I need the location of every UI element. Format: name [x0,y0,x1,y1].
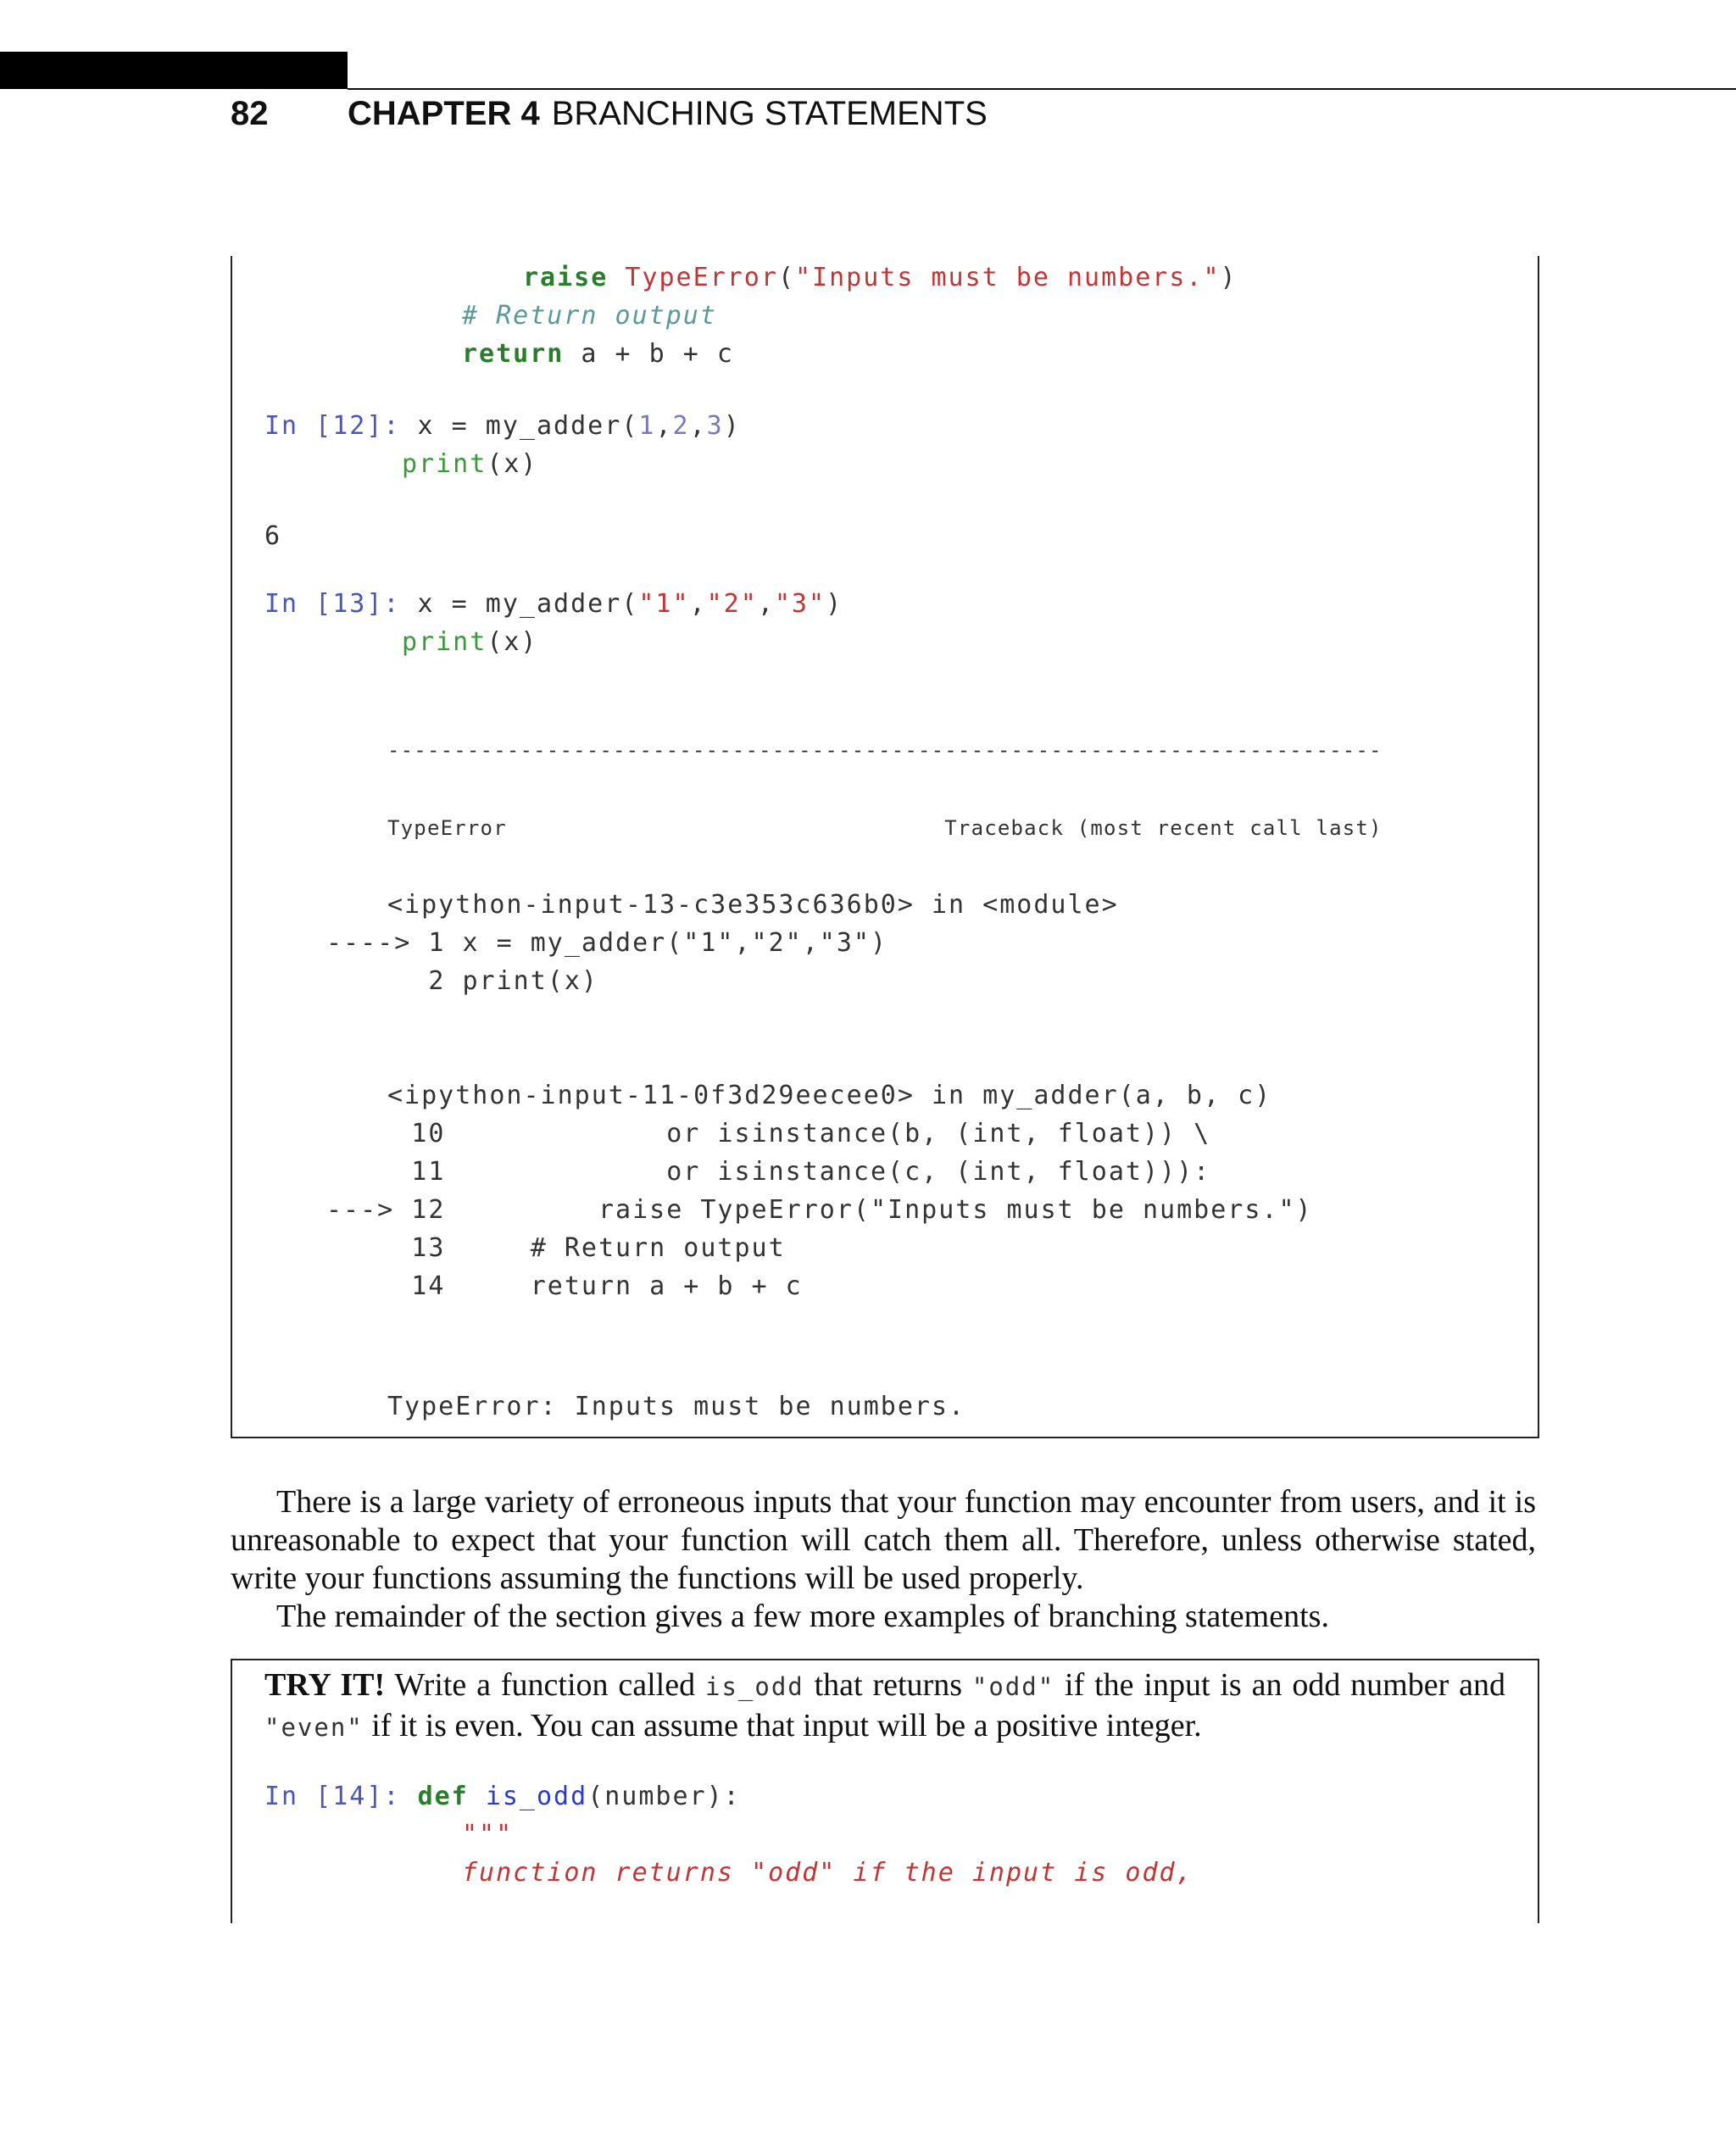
page-header [0,95,1736,146]
inline-code: is_odd [704,1672,804,1701]
docstring-line: function returns "odd" if the input is odd, [462,1858,1194,1888]
raise-keyword: raise [523,263,609,292]
traceback-line10: 10 or isinstance(b, (int, float)) \ [326,1119,1211,1148]
traceback-line11: 11 or isinstance(c, (int, float))): [326,1157,1211,1187]
traceback-dashes: --------------------------------------------------------------------------- [387,738,1383,762]
cell-in14-line1: In [14]: def is_odd(number): [264,1782,741,1811]
page-number: 82 [231,95,269,132]
inline-code: "odd" [971,1672,1055,1701]
docstring-open: """ [462,1820,514,1849]
inline-code: "even" [264,1713,364,1742]
code-line-return: return a + b + c [462,339,734,369]
traceback-input13: <ipython-input-13-c3e353c636b0> in <module> [387,890,1119,920]
traceback-line13: 13 # Return output [326,1233,786,1263]
traceback-header: TypeError Traceback (most recent call last) [387,816,1383,840]
return-keyword: return [462,339,565,369]
traceback-line14: 14 return a + b + c [326,1271,803,1301]
chapter-label: CHAPTER 4 [348,95,540,132]
cell-in12-line1: In [12]: x = my_adder(1,2,3) [264,411,741,441]
input-prompt: In [14]: [264,1782,401,1811]
traceback-final-error: TypeError: Inputs must be numbers. [387,1392,966,1421]
traceback-arrow-line1: ----> 1 x = my_adder("1","2","3") [326,928,888,958]
input-prompt: In [13]: [264,589,401,619]
body-text [231,1483,1536,1636]
paragraph: There is a large variety of erroneous inputs that your function may encounter from users, and it is unreasonable to expect that your function will catch them all. Therefore, unless otherwise stated, write your functions assuming the functions will be used properly. [231,1484,1536,1596]
traceback-input11: <ipython-input-11-0f3d29eecee0> in my_adder(a, b, c) [387,1081,1272,1110]
paragraph: The remainder of the section gives a few more examples of branching statements. [276,1599,1329,1634]
chapter-title: BRANCHING STATEMENTS [551,95,988,132]
error-message-string: "Inputs must be numbers." [795,263,1221,292]
traceback-line2: 2 print(x) [326,966,598,996]
chapter-heading [348,95,988,133]
traceback-arrow-line12: ---> 12 raise TypeError("Inputs must be numbers.") [326,1195,1313,1225]
cell-in13-line2: print(x) [402,627,538,657]
cell-in12-line2: print(x) [402,449,538,479]
input-prompt: In [12]: [264,411,401,441]
header-rule [348,88,1736,90]
try-it-prompt: TRY IT! Write a function called is_odd that returns "odd" if the input is an odd number and "even" if it is even. You can assume that input will be a positive integer. [264,1667,1505,1743]
cell-out12: 6 [264,521,282,551]
function-name: is_odd [485,1782,588,1811]
try-it-label: TRY IT! [264,1667,386,1703]
def-keyword: def [417,1782,469,1811]
header-black-bar [0,52,348,89]
cell-in13-line1: In [13]: x = my_adder("1","2","3") [264,589,843,619]
code-line-raise: raise TypeError("Inputs must be numbers.") [523,263,1238,292]
code-line-comment: # Return output [462,301,717,331]
exception-name: TypeError [625,263,778,292]
